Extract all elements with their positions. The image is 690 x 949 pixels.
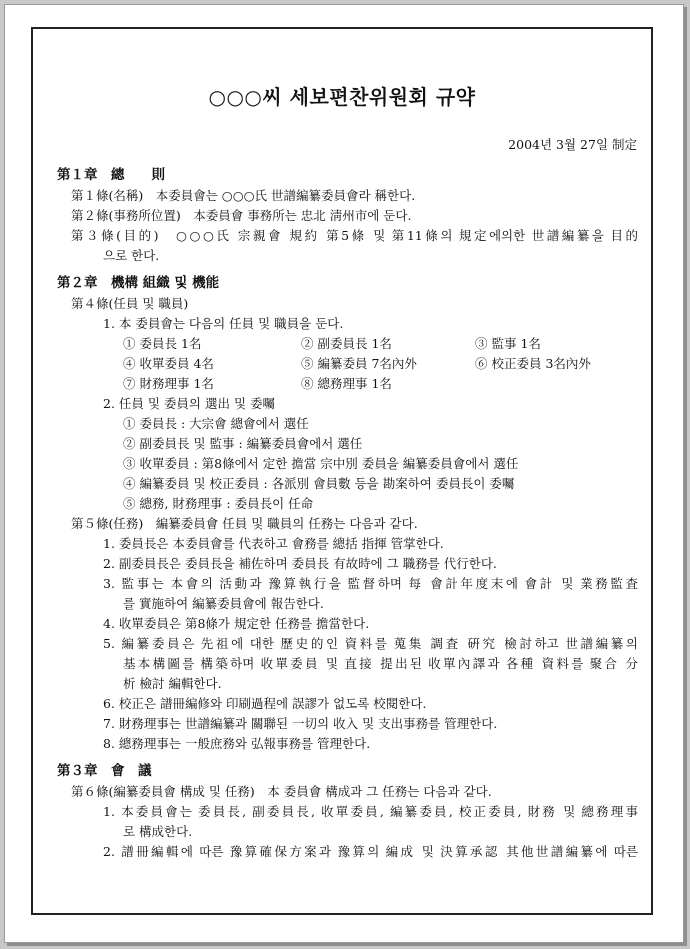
election-item: ① 委員長 : 大宗會 總會에서 選任 [123, 416, 309, 431]
article-6-item-1-line-2: 로 構成한다. [123, 824, 193, 839]
role-item: ② 副委員長 1名 [301, 336, 392, 351]
chapter-1-heading: 第１章 總 則 [57, 167, 165, 183]
election-item: ② 副委員長 및 監事 : 編纂委員會에서 選任 [123, 436, 363, 451]
role-item: ① 委員長 1名 [123, 336, 202, 351]
role-item: ⑥ 校正委員 3名內外 [475, 356, 591, 371]
article-4-item-2: 2. 任員 및 委員의 選出 및 委囑 [103, 396, 275, 411]
document-page [4, 4, 684, 943]
duty-2: 2. 副委員長은 委員長을 補佐하며 委員長 有故時에 그 職務를 代行한다. [103, 556, 497, 571]
duty-5-line-2-wrap [33, 654, 651, 674]
duty-5 [33, 634, 651, 654]
article-6-item-2 [33, 842, 651, 862]
article-1: 第１條(名稱) 本委員會는 ○○○氏 世譜編纂委員會라 稱한다. [71, 188, 416, 203]
duty-5-line-2: 基本構圖를 構築하며 收單委員 및 直接 提出된 收單內譯과 各種 資料를 聚合 分 [123, 656, 638, 671]
article-6-item-1 [33, 802, 651, 822]
document-title: ○○○씨 세보편찬위원회 규약 [208, 85, 476, 109]
election-item: ⑤ 總務, 財務理事 : 委員長이 任命 [123, 496, 314, 511]
enactment-date: 2004년 3월 27일 制定 [508, 137, 637, 152]
election-item: ④ 編纂委員 및 校正委員 : 各派別 會員數 등을 勘案하여 委員長이 委囑 [123, 476, 515, 491]
article-4-item-1: 1. 本 委員會는 다음의 任員 및 職員을 둔다. [103, 316, 344, 331]
duty-3-line-1: 3. 監事는 本會의 活動과 豫算執行을 監督하며 每 會計年度末에 會計 및 業務監査 [103, 576, 638, 591]
roles-row-2 [33, 354, 651, 374]
duty-6: 6. 校正은 譜冊編修와 印刷過程에 誤謬가 없도록 校閱한다. [103, 696, 427, 711]
article-3 [33, 226, 651, 246]
article-2: 第２條(事務所位置) 本委員會 事務所는 忠北 淸州市에 둔다. [71, 208, 412, 223]
article-3-line-1: 第３條(目的) ○○○氏 宗親會 規約 第5條 및 第11條의 規定에의한 世譜編纂을 目的 [71, 228, 638, 243]
duty-4: 4. 收單委員은 第8條가 規定한 任務를 擔當한다. [103, 616, 370, 631]
roles-row-3 [33, 374, 651, 394]
role-item: ⑧ 總務理事 1名 [301, 376, 392, 391]
election-item: ③ 收單委員 : 第8條에서 定한 擔當 宗中別 委員을 編纂委員會에서 選任 [123, 456, 519, 471]
regulation-body [33, 164, 651, 862]
role-item: ⑤ 編纂委員 7名內外 [301, 356, 417, 371]
roles-row-1 [33, 334, 651, 354]
duty-3-line-2: 를 實施하여 編纂委員會에 報告한다. [123, 596, 324, 611]
chapter-2-heading: 第２章 機構 組織 및 機能 [57, 275, 220, 291]
article-5: 第５條(任務) 編纂委員會 任員 및 職員의 任務는 다음과 같다. [71, 516, 418, 531]
role-item: ④ 收單委員 4名 [123, 356, 214, 371]
role-item: ③ 監事 1名 [475, 336, 541, 351]
duty-8: 8. 總務理事는 一般庶務와 弘報事務를 管理한다. [103, 736, 371, 751]
article-6-item-2-line-1: 2. 譜冊編輯에 따른 豫算確保方案과 豫算의 編成 및 決算承認 其他世譜編纂에 따른 [103, 844, 638, 859]
article-4: 第４條(任員 및 職員) [71, 296, 189, 311]
duty-1: 1. 委員長은 本委員會를 代表하고 會務를 總括 指揮 管掌한다. [103, 536, 444, 551]
article-6: 第６條(編纂委員會 構成 및 任務) 本 委員會 構成과 그 任務는 다음과 같다. [71, 784, 492, 799]
duty-5-line-1: 5. 編纂委員은 先祖에 대한 歷史的인 資料를 蒐集 調査 硏究 檢討하고 世譜編纂의 [103, 636, 638, 651]
chapter-3-heading: 第３章 會 議 [57, 763, 152, 779]
article-6-item-1-line-1: 1. 本委員會는 委員長, 副委員長, 收單委員, 編纂委員, 校正委員, 財務 및 總務理事 [103, 804, 638, 819]
duty-5-line-3: 析 檢討 編輯한다. [123, 676, 222, 691]
article-3-line-2: 으로 한다. [103, 248, 160, 263]
duty-7: 7. 財務理事는 世譜編纂과 關聯된 一切의 收入 및 支出事務를 管理한다. [103, 716, 498, 731]
role-item: ⑦ 財務理事 1名 [123, 376, 214, 391]
duty-3 [33, 574, 651, 594]
document-border-frame [31, 27, 653, 915]
